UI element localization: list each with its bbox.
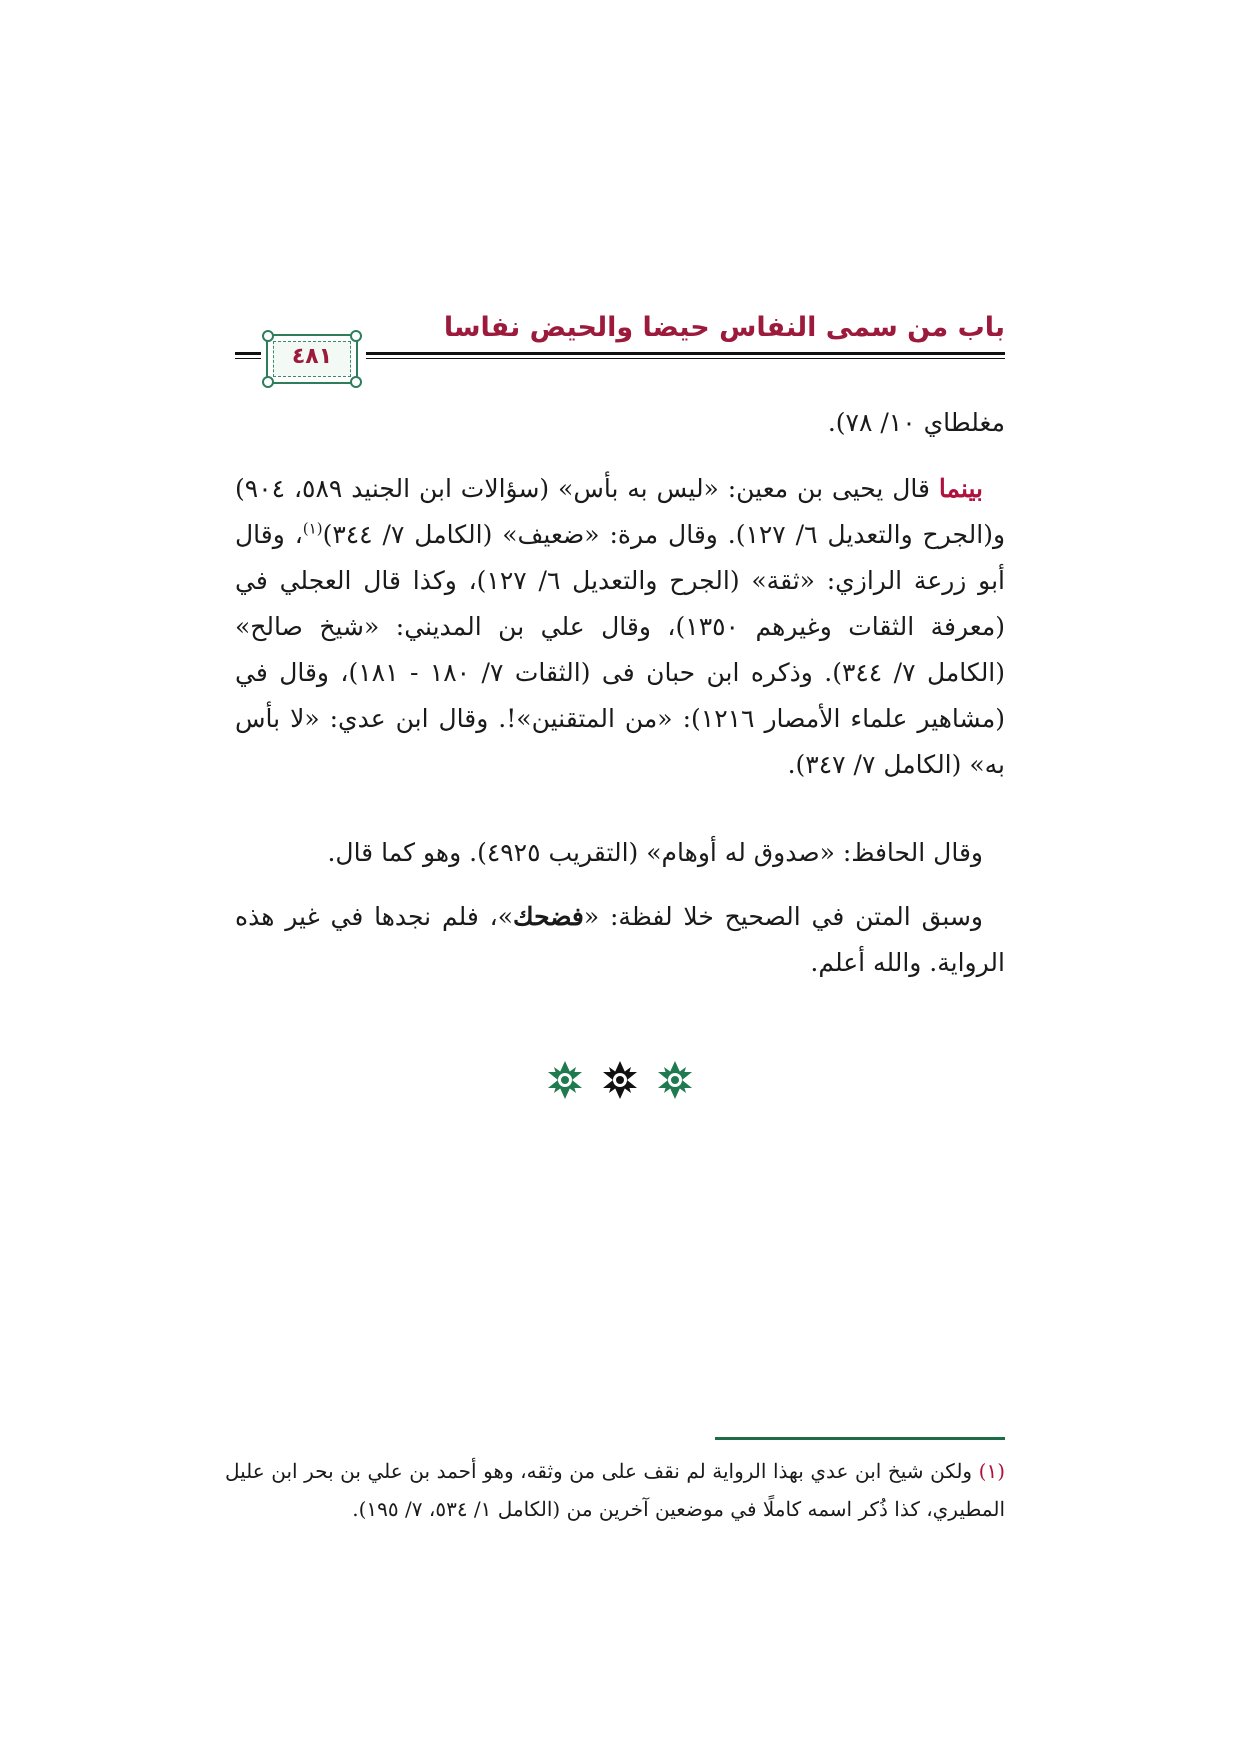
header-rule-left bbox=[235, 352, 261, 355]
header-rule bbox=[366, 352, 1005, 355]
footnote-ref[interactable]: (١) bbox=[302, 519, 323, 538]
section-divider bbox=[0, 1060, 1240, 1100]
footnote-number: (١) bbox=[978, 1459, 1005, 1483]
bold-word: فضحك bbox=[513, 902, 584, 931]
badge-corner-ornament bbox=[262, 330, 274, 342]
header-rule-thin bbox=[366, 358, 1005, 359]
page-number: ٤٨١ bbox=[291, 344, 333, 369]
header-rule-left-thin bbox=[235, 358, 261, 359]
footnote-text: ولكن شيخ ابن عدي بهذا الرواية لم نقف على من وثقه، وهو أحمد بن علي بن بحر ابن عليل المطيري، كذا ذُكر اسمه كاملًا في موضعين آخرين من (الكامل ١/ ٥٣٤، ٧/ ١٩٥). bbox=[225, 1459, 1005, 1521]
chapter-title: باب من سمى النفاس حيضا والحيض نفاسا bbox=[443, 312, 1005, 343]
paragraph-1-text-b: ، وقال أبو زرعة الرازي: «ثقة» (الجرح والتعديل ٦/ ١٢٧)، وكذا قال العجلي في (معرفة الثقات وغيرهم ١٣٥٠)، وقال علي بن المديني: «شيخ صالح» (الكامل ٧/ ٣٤٤). وذكره ابن حبان فى (الثقات ٧/ ١٨٠ - ١٨١)، وقال في (مشاهير علماء الأمصار ١٢١٦): «من المتقنين»!. وقال ابن عدي: «لا بأس به» (الكامل ٧/ ٣٤٧). bbox=[235, 520, 1006, 779]
footnote bbox=[225, 1452, 1005, 1528]
paragraph-1-text-a: قال يحيى بن معين: «ليس به بأس» (سؤالات ابن الجنيد ٥٨٩، ٩٠٤) و(الجرح والتعديل ٦/ ١٢٧). وقال مرة: «ضعيف» (الكامل ٧/ ٣٤٤) bbox=[235, 474, 1006, 549]
paragraph-3 bbox=[235, 894, 1005, 986]
page-number-badge bbox=[266, 334, 358, 384]
footnote-separator bbox=[715, 1437, 1005, 1440]
flower-icon bbox=[655, 1060, 695, 1100]
continued-line: مغلطاي ١٠/ ٧٨). bbox=[827, 408, 1005, 437]
flower-icon bbox=[600, 1060, 640, 1100]
badge-corner-ornament bbox=[350, 376, 362, 388]
paragraph-2-text: وقال الحافظ: «صدوق له أوهام» (التقريب ٤٩٢٥). وهو كما قال. bbox=[327, 838, 983, 867]
paragraph-3-text-a: وسبق المتن في الصحيح خلا لفظة: « bbox=[583, 902, 983, 931]
paragraph-1 bbox=[235, 466, 1005, 788]
badge-corner-ornament bbox=[262, 376, 274, 388]
flower-icon bbox=[545, 1060, 585, 1100]
paragraph-3-text-b: »، فلم نجدها في غير هذه الرواية. والله أعلم. bbox=[235, 902, 1005, 977]
paragraph-2 bbox=[235, 830, 1005, 876]
lead-word: بينما bbox=[938, 474, 984, 503]
badge-corner-ornament bbox=[350, 330, 362, 342]
